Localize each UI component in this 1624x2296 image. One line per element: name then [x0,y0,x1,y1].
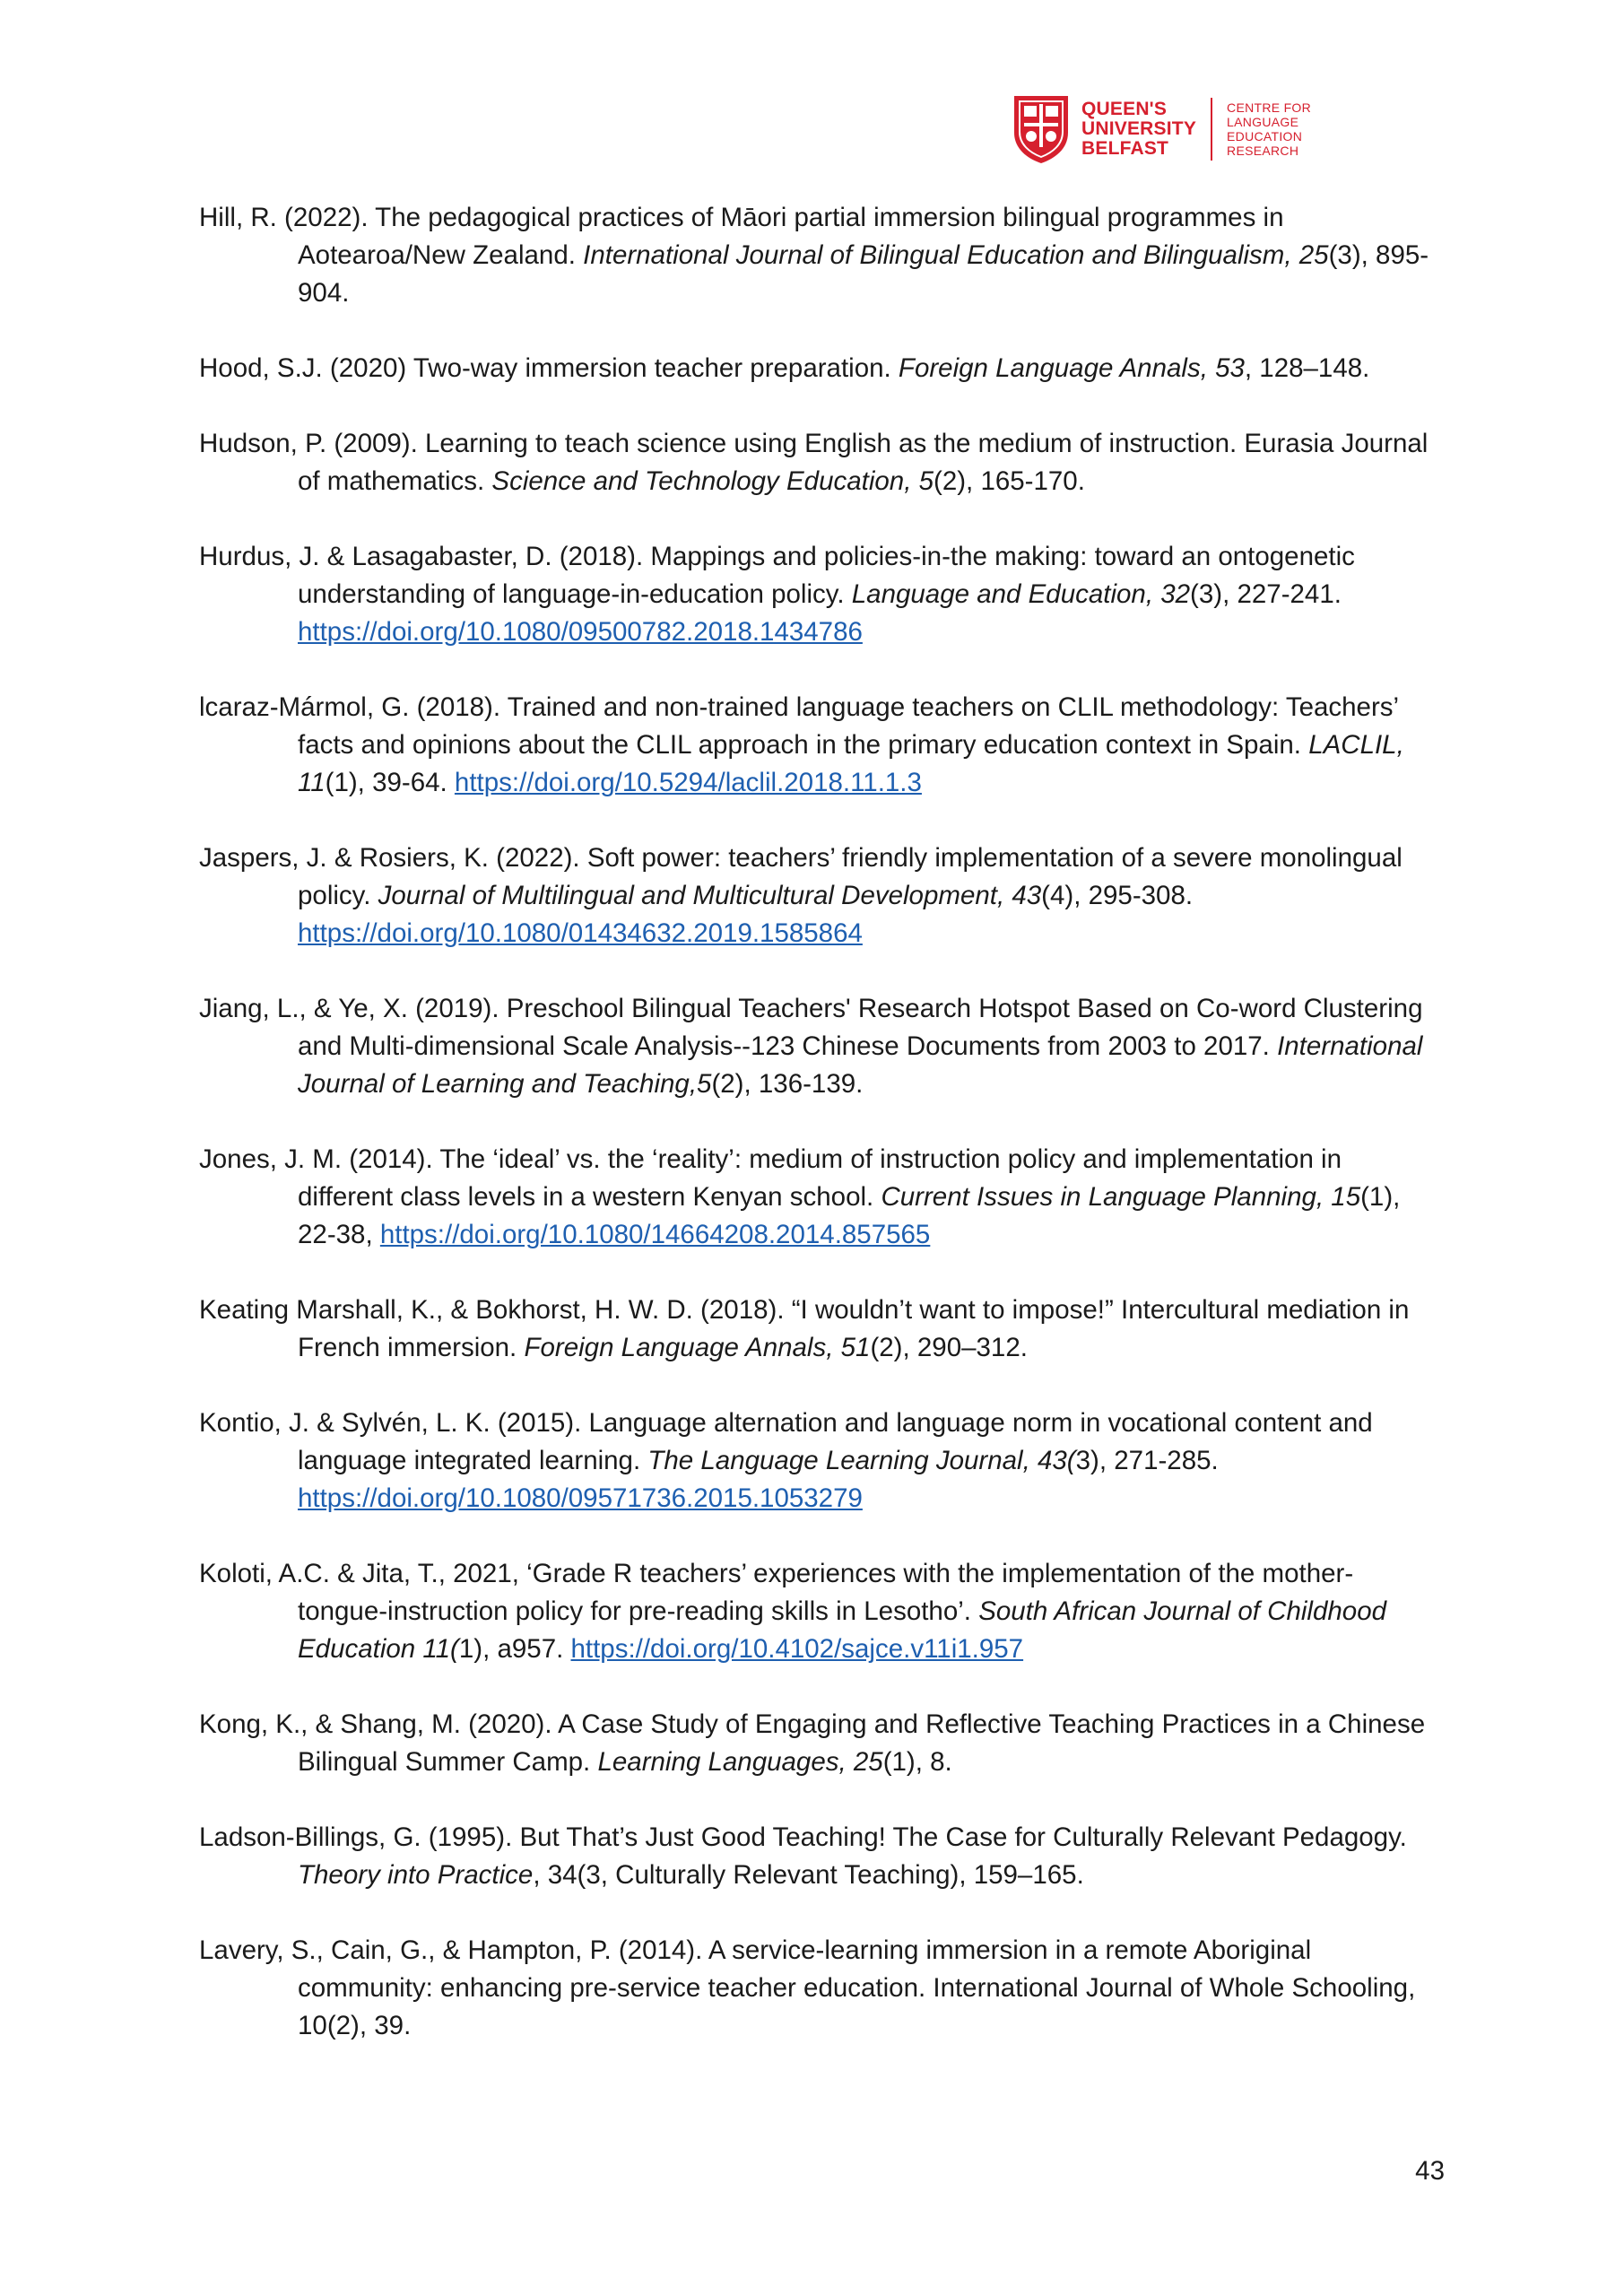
centre-line-1: CENTRE FOR [1227,100,1312,115]
doi-link[interactable]: https://doi.org/10.1080/09500782.2018.1434786 [298,617,863,647]
reference-entry: Keating Marshall, K., & Bokhorst, H. W. D. (2018). “I wouldn’t want to impose!” Intercultural mediation in French immersion. Foreign Language Annals, 51(2), 290–312. [199,1295,1410,1362]
reference-entry: lcaraz-Mármol, G. (2018). Trained and non-trained language teachers on CLIL methodology: Teachers’ facts and opinions about the CLIL approach in the primary education context in Spain. LACLIL, 11(1), 39-64. https://doi.org/10.5294/laclil.2018.11.1.3 [199,692,1404,797]
reference-entry: Hill, R. (2022). The pedagogical practices of Māori partial immersion bilingual programmes in Aotearoa/New Zealand. International Journal of Bilingual Education and Bilingualism, 25(3), 895-904. [199,203,1429,308]
page-number: 43 [1415,2156,1445,2186]
doi-link[interactable]: https://doi.org/10.4102/sajce.v11i1.957 [570,1634,1024,1664]
centre-line-2: LANGUAGE [1227,115,1299,129]
doi-link[interactable]: https://doi.org/10.1080/01434632.2019.1585864 [298,918,863,948]
reference-entry: Jones, J. M. (2014). The ‘ideal’ vs. the ‘reality’: medium of instruction policy and implementation in different class levels in a western Kenyan school. Current Issues in Language Planning, 15(1), 22-38, https://doi.org/10.1080/14664208.2014.857565 [199,1144,1401,1249]
reference-entry: Ladson-Billings, G. (1995). But That’s Just Good Teaching! The Case for Culturally Relevant Pedagogy. Theory into Practice, 34(3, Culturally Relevant Teaching), 159–165. [199,1822,1407,1890]
logo-line-3: BELFAST [1081,138,1169,159]
reference-entry: Kontio, J. & Sylvén, L. K. (2015). Language alternation and language norm in vocational content and language integrated learning. The Language Learning Journal, 43(3), 271-285. https://doi.org/10.1080/09571736.2015.1053279 [199,1408,1373,1513]
doi-link[interactable]: https://doi.org/10.1080/09571736.2015.1053279 [298,1483,863,1513]
doi-link[interactable]: https://doi.org/10.5294/laclil.2018.11.1.3 [454,768,922,797]
reference-entry: Jaspers, J. & Rosiers, K. (2022). Soft power: teachers’ friendly implementation of a severe monolingual policy. Journal of Multilingual and Multicultural Development, 43(4), 295-308. https://doi.org/10.1080/01434632.2019.1585864 [199,843,1403,948]
reference-entry: Koloti, A.C. & Jita, T., 2021, ‘Grade R teachers’ experiences with the implementation of the mother-tongue-instruction policy for pre-reading skills in Lesotho’. South African Journal of Childhood Education 11(1), a957. https://doi.org/10.4102/sajce.v11i1.957 [199,1559,1387,1664]
reference-entry: Hudson, P. (2009). Learning to teach science using English as the medium of instruction. Eurasia Journal of mathematics. Science and Technology Education, 5(2), 165-170. [199,429,1429,496]
doi-link[interactable]: https://doi.org/10.1080/14664208.2014.857565 [379,1220,931,1249]
reference-entry: Kong, K., & Shang, M. (2020). A Case Study of Engaging and Reflective Teaching Practices in a Chinese Bilingual Summer Camp. Learning Languages, 25(1), 8. [199,1709,1426,1777]
reference-entry: Hood, S.J. (2020) Two-way immersion teacher preparation. Foreign Language Annals, 53, 128–148. [199,353,1370,383]
university-logo [1012,93,1361,165]
logo-line-2: UNIVERSITY [1081,118,1197,139]
reference-list [199,199,1437,2083]
reference-entry: Lavery, S., Cain, G., & Hampton, P. (2014). A service-learning immersion in a remote Aboriginal community: enhancing pre-service teacher education. International Journal of Whole Schooling, 10(2), 39. [199,1935,1416,2040]
centre-line-4: RESEARCH [1227,144,1299,158]
reference-entry: Hurdus, J. & Lasagabaster, D. (2018). Mappings and policies-in-the making: toward an ontogenetic understanding of language-in-education policy. Language and Education, 32(3), 227-241. https://doi.org/10.1080/09500782.2018.1434786 [199,542,1355,647]
reference-entry: Jiang, L., & Ye, X. (2019). Preschool Bilingual Teachers' Research Hotspot Based on Co-word Clustering and Multi-dimensional Scale Analysis--123 Chinese Documents from 2003 to 2017. International Journal of Learning and Teaching,5(2), 136-139. [199,994,1423,1099]
logo-line-1: QUEEN'S [1081,99,1168,119]
centre-line-3: EDUCATION [1227,129,1303,144]
university-crest-icon [1012,93,1071,165]
logo-divider [1211,98,1212,161]
qub-wordmark [1081,100,1196,159]
centre-wordmark [1227,100,1311,158]
